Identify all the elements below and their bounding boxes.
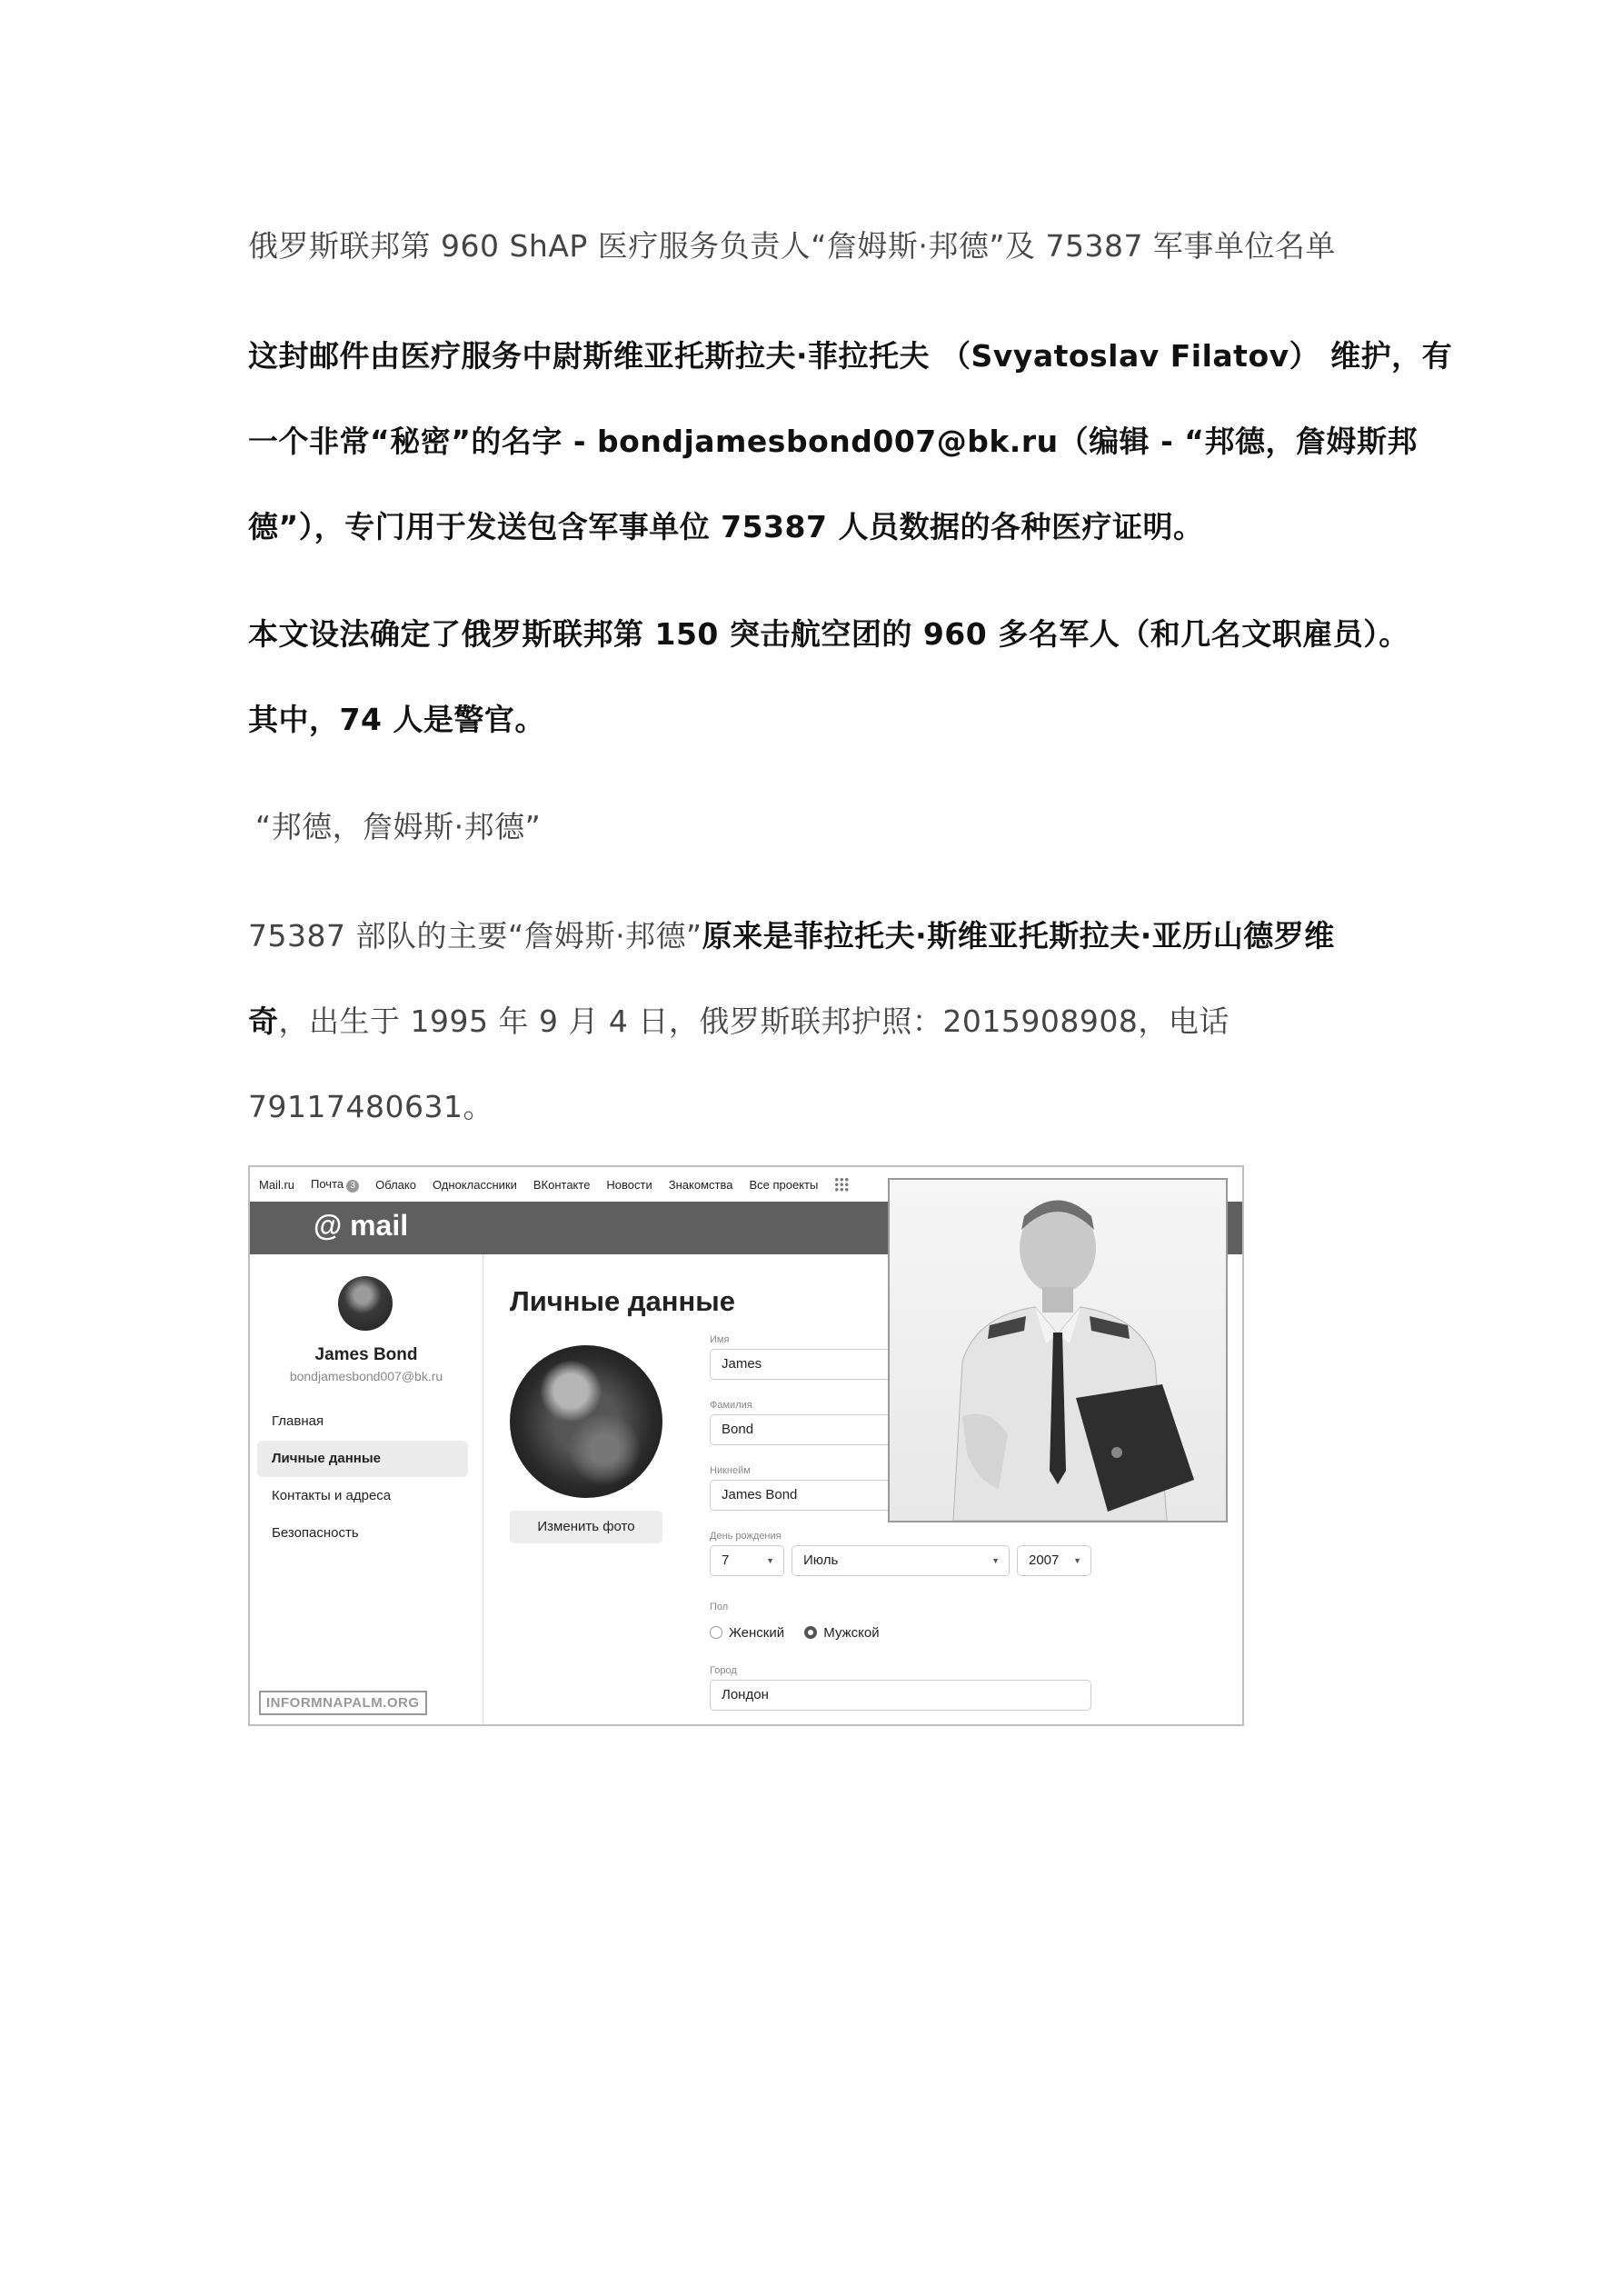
officer-portrait-image bbox=[890, 1180, 1226, 1521]
name-label: Имя bbox=[710, 1334, 730, 1345]
city-field[interactable]: Лондон bbox=[710, 1680, 1091, 1711]
sidebar-item-personal-data[interactable]: Личные данные bbox=[257, 1441, 468, 1477]
change-photo-button[interactable]: Изменить фото bbox=[510, 1511, 662, 1543]
surname-field[interactable]: Bond bbox=[710, 1414, 1091, 1445]
chevron-down-icon: ▼ bbox=[1073, 1556, 1081, 1565]
profile-photo bbox=[510, 1345, 662, 1498]
mail-profile-screenshot bbox=[248, 1165, 1244, 1726]
gender-male-option[interactable]: Мужской bbox=[804, 1625, 879, 1641]
mail-logo[interactable]: @ mail bbox=[314, 1209, 409, 1242]
birthday-month-select[interactable] bbox=[792, 1545, 1010, 1576]
para3-l1-light: 75387 部队的主要“詹姆斯·邦德” bbox=[248, 918, 702, 953]
day-value: 7 bbox=[722, 1552, 730, 1568]
page-title: Личные данные bbox=[510, 1285, 735, 1317]
name-field[interactable]: James bbox=[710, 1349, 1091, 1380]
radio-checked-icon bbox=[804, 1626, 817, 1639]
chevron-down-icon: ▼ bbox=[766, 1556, 774, 1565]
para3-l2-bold: 奇 bbox=[248, 1003, 279, 1039]
nickname-field[interactable]: James Bond bbox=[710, 1480, 1091, 1511]
month-value: Июль bbox=[803, 1552, 839, 1568]
surname-label: Фамилия bbox=[710, 1400, 752, 1411]
watermark: INFORMNAPALM.ORG bbox=[259, 1691, 427, 1715]
nav-mailru[interactable]: Mail.ru bbox=[259, 1177, 295, 1192]
nav-vk[interactable]: ВКонтакте bbox=[533, 1177, 591, 1192]
birthday-year-select[interactable] bbox=[1017, 1545, 1091, 1576]
sidebar-avatar bbox=[338, 1276, 393, 1331]
nav-ok[interactable]: Одноклассники bbox=[432, 1177, 517, 1192]
nav-news[interactable]: Новости bbox=[606, 1177, 652, 1192]
para3-line2 bbox=[248, 998, 1230, 1041]
apps-grid-icon[interactable] bbox=[834, 1177, 849, 1192]
nickname-label: Никнейм bbox=[710, 1465, 751, 1476]
para1-line1: 这封邮件由医疗服务中尉斯维亚托斯拉夫·菲拉托夫 （Svyatoslav Filatov） 维护，有 bbox=[248, 338, 1453, 374]
para1-line2: 一个非常“秘密”的名字 - bondjamesbond007@bk.ru（编辑 - “邦德，詹姆斯邦 bbox=[248, 424, 1418, 459]
chevron-down-icon: ▼ bbox=[991, 1556, 1000, 1565]
para3-line1 bbox=[248, 913, 1335, 955]
city-label: Город bbox=[710, 1665, 737, 1676]
officer-photo bbox=[888, 1178, 1228, 1522]
para3-l1-bold: 原来是菲拉托夫·斯维亚托斯拉夫·亚历山德罗维 bbox=[702, 918, 1335, 953]
sidebar-item-home[interactable]: Главная bbox=[272, 1413, 324, 1429]
nav-all-projects[interactable]: Все проекты bbox=[749, 1177, 819, 1192]
subheading: “邦德，詹姆斯·邦德” bbox=[255, 809, 542, 844]
sidebar-item-security[interactable]: Безопасность bbox=[272, 1525, 359, 1541]
user-name: James Bond bbox=[314, 1345, 418, 1364]
para1-line3: 德”），专门用于发送包含军事单位 75387 人员数据的各种医疗证明。 bbox=[248, 509, 1204, 544]
para2-line2: 其中，74 人是警官。 bbox=[248, 702, 545, 737]
gender-options bbox=[710, 1625, 880, 1641]
user-email: bondjamesbond007@bk.ru bbox=[289, 1369, 443, 1383]
para2-line1: 本文设法确定了俄罗斯联邦第 150 突击航空团的 960 多名军人（和几名文职雇员）。 bbox=[248, 616, 1409, 652]
birthday-day-select[interactable] bbox=[710, 1545, 784, 1576]
profile-sidebar bbox=[250, 1254, 483, 1724]
birthday-label: День рождения bbox=[710, 1531, 782, 1542]
year-value: 2007 bbox=[1029, 1552, 1060, 1568]
sidebar-item-contacts[interactable]: Контакты и адреса bbox=[272, 1488, 392, 1503]
nav-pochta[interactable]: Почта 3 bbox=[311, 1177, 359, 1193]
para3-l2-light: ，出生于 1995 年 9 月 4 日，俄罗斯联邦护照：2015908908，电话 bbox=[278, 1003, 1230, 1039]
radio-unchecked-icon bbox=[710, 1626, 722, 1639]
nav-oblako[interactable]: Облако bbox=[375, 1177, 416, 1192]
mail-count-badge: 3 bbox=[346, 1180, 359, 1193]
gender-label: Пол bbox=[710, 1602, 729, 1612]
page-heading: 俄罗斯联邦第 960 ShAP 医疗服务负责人“詹姆斯·邦德”及 75387 军事单位名单 bbox=[248, 228, 1336, 264]
para3-line3: 79117480631。 bbox=[248, 1089, 493, 1124]
nav-dating[interactable]: Знакомства bbox=[668, 1177, 733, 1192]
gender-female-option[interactable]: Женский bbox=[710, 1625, 784, 1641]
